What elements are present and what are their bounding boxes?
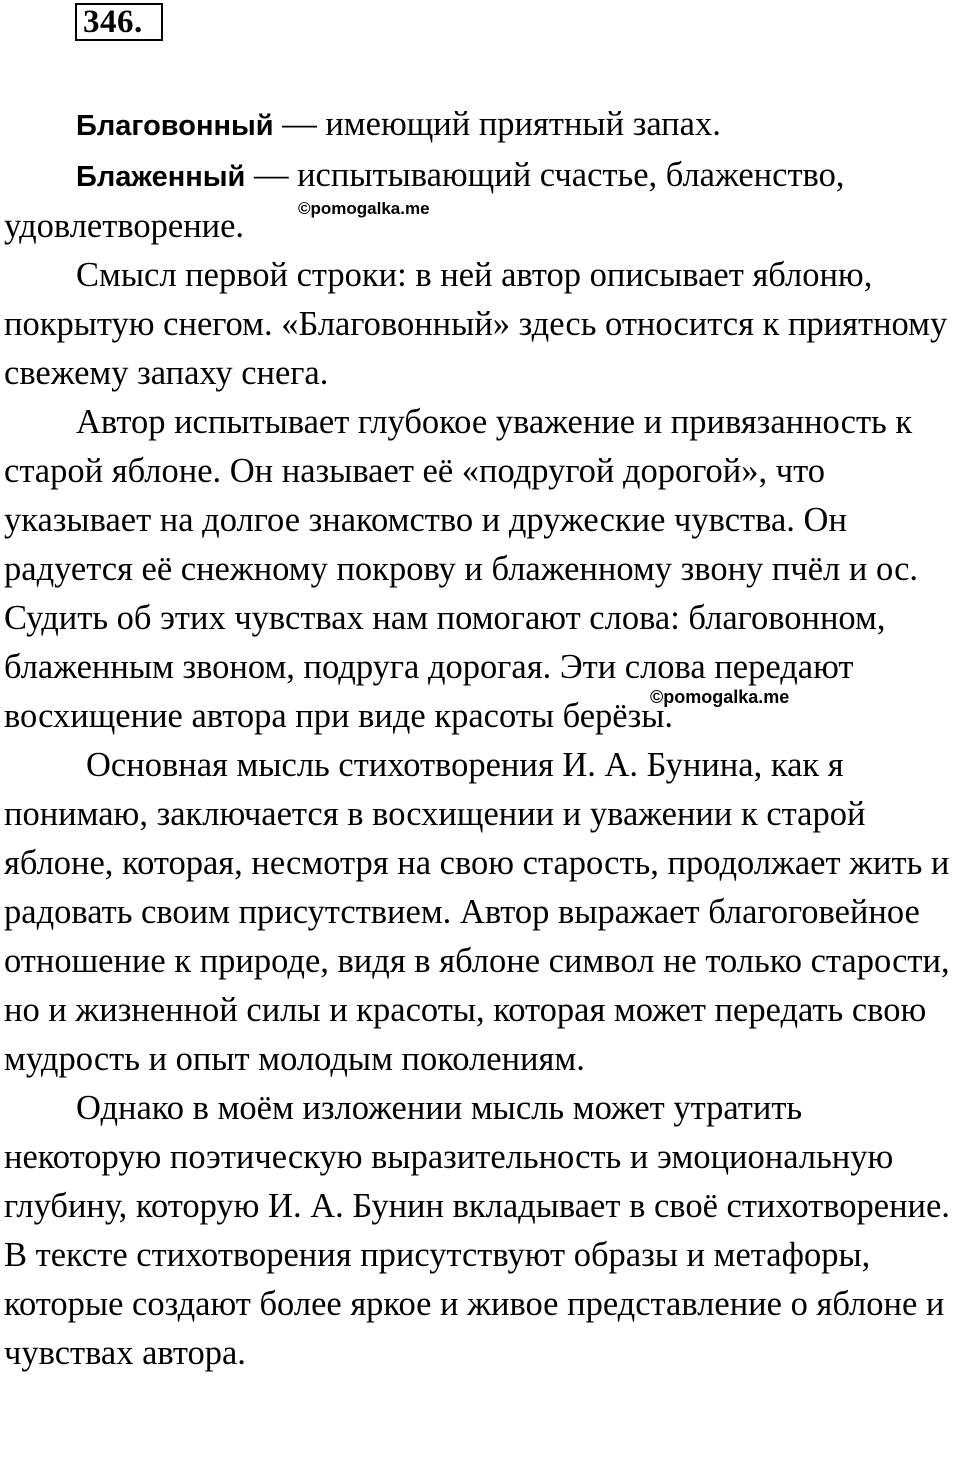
text-paragraph: Однако в моём изложении мысль может утратить некоторую поэтическую выразительность и эмоциональную глубину, которую И. А. Бунин вкладывает в своё стихотворение. В тексте стихотворения присутствуют образы и метафоры, которые создают более яркое и живое представление о яблоне и чувствах автора. bbox=[4, 1089, 950, 1372]
watermark: ©pomogalka.me bbox=[650, 687, 790, 707]
answer-text bbox=[4, 100, 958, 1378]
definition-text: — испытывающий счастье, блаженство, удовлетворение. bbox=[4, 156, 845, 245]
definition-paragraph bbox=[4, 151, 958, 251]
definition-term: Блаженный bbox=[76, 161, 246, 193]
definition-text: — имеющий приятный запах. bbox=[273, 105, 721, 143]
text-paragraph: Автор испытывает глубокое уважение и привязанность к старой яблоне. Он называет её «подругой дорогой», что указывает на долгое знакомство и дружеские чувства. Он радуется её снежному покрову и блаженному звону пчёл и ос. Судить об этих чувствах нам помогают слова: благовонном, блаженным звоном, подруга дорогая. Эти слова передают восхищение автора при виде красоты берёзы. bbox=[4, 403, 919, 735]
text-paragraph: Основная мысль стихотворения И. А. Бунина, как я понимаю, заключается в восхищении и уважении к старой яблоне, которая, несмотря на свою старость, продолжает жить и радовать своим присутствием. Автор выражает благоговейное отношение к природе, видя в яблоне символ не только старости, но и жизненной силы и красоты, которая может передать свою мудрость и опыт молодым поколениям. bbox=[4, 746, 950, 1078]
task-number: 346. bbox=[75, 3, 163, 41]
definition-paragraph bbox=[4, 100, 958, 151]
text-paragraph: Смысл первой строки: в ней автор описывает яблоню, покрытую снегом. «Благовонный» здесь относится к приятному свежему запаху снега. bbox=[4, 256, 948, 392]
watermark: ©pomogalka.me bbox=[298, 199, 430, 218]
definition-term: Благовонный bbox=[76, 110, 274, 142]
